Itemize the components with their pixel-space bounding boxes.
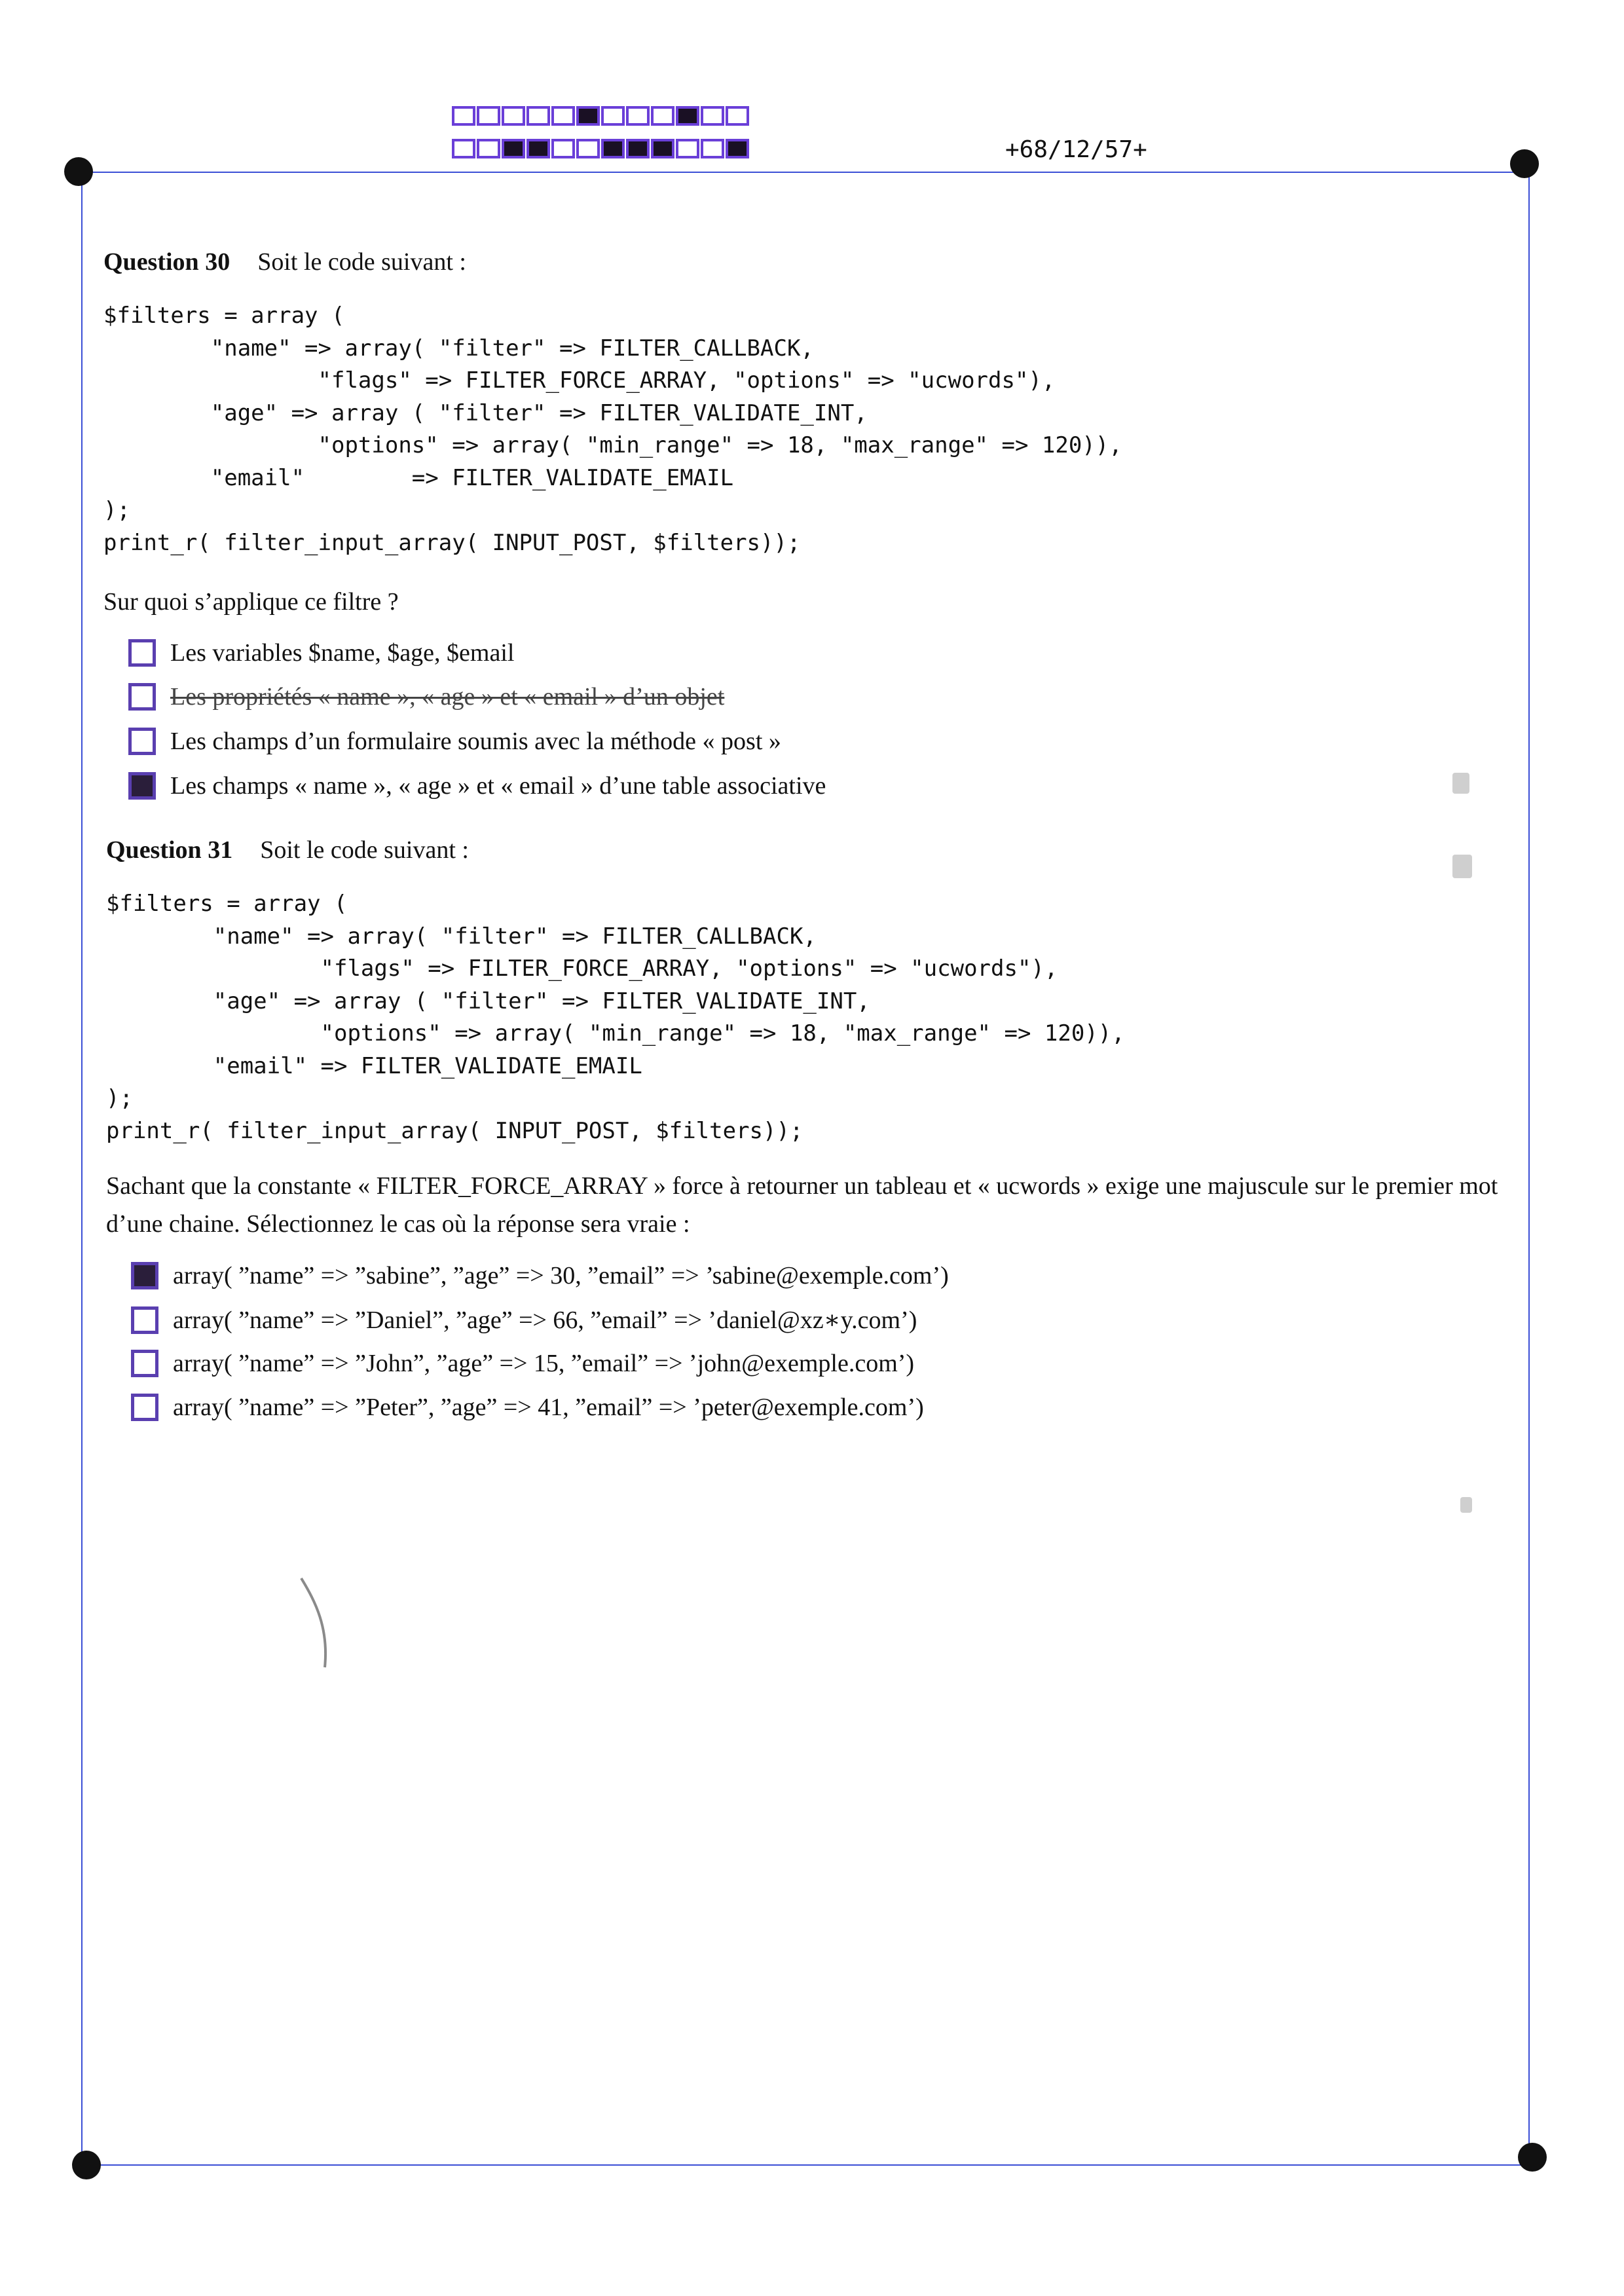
barcode-cell-empty	[601, 106, 625, 126]
barcode-cell-empty	[477, 106, 500, 126]
option-label: array( ”name” => ”Daniel”, ”age” => 66, ”email” => ’daniel@xz∗y.com’)	[173, 1306, 917, 1334]
corner-mark-top-right	[1510, 149, 1539, 178]
q30-option-4[interactable]	[128, 771, 826, 800]
question-30-prompt: Sur quoi s’applique ce filtre ?	[103, 588, 399, 616]
scan-speck	[1452, 773, 1469, 794]
barcode-cell-empty	[452, 139, 475, 158]
option-label: Les variables $name, $age, $email	[170, 639, 515, 667]
option-label: array( ”name” => ”Peter”, ”age” => 41, ”email” => ’peter@exemple.com’)	[173, 1394, 924, 1421]
corner-mark-bottom-right	[1518, 2143, 1547, 2172]
barcode-cell-filled	[502, 139, 525, 158]
question-30-heading	[103, 248, 466, 276]
q30-option-2[interactable]	[128, 682, 724, 711]
pen-stroke-mark	[296, 1576, 335, 1674]
q30-option-3[interactable]	[128, 727, 781, 756]
q31-option-3[interactable]	[131, 1349, 914, 1378]
checkbox-checked[interactable]	[128, 772, 156, 800]
option-label: array( ”name” => ”John”, ”age” => 15, ”email” => ’john@exemple.com’)	[173, 1350, 915, 1377]
question-31-code: $filters = array ( "name" => array( "filter" => FILTER_CALLBACK, "flags" => FILTER_FORCE_ARRAY, "options" => "ucwords"), "age" => array ( "filter" => FILTER_VALIDATE_INT, "options" => array( "min_range" => 18, "max_range" => 120)), "email" => FILTER_VALIDATE_EMAIL ); print_r( filter_input_array( INPUT_POST, $filters));	[106, 891, 1125, 1144]
question-number: Question 31	[106, 836, 233, 864]
question-number: Question 30	[103, 248, 231, 276]
option-label: Les champs d’un formulaire soumis avec la méthode « post »	[170, 728, 781, 755]
option-label: Les champs « name », « age » et « email » d’une table associative	[170, 772, 826, 800]
page-id: +68/12/57+	[1005, 136, 1147, 163]
frame-right-line	[1528, 172, 1530, 2166]
question-30-code: $filters = array ( "name" => array( "filter" => FILTER_CALLBACK, "flags" => FILTER_FORCE_ARRAY, "options" => "ucwords"), "age" => array ( "filter" => FILTER_VALIDATE_INT, "options" => array( "min_range" => 18, "max_range" => 120)), "email" => FILTER_VALIDATE_EMAIL ); print_r( filter_input_array( INPUT_POST, $filters));	[103, 303, 1122, 556]
barcode-cell-empty	[626, 106, 650, 126]
barcode-cell-filled	[626, 139, 650, 158]
barcode-cell-filled	[651, 139, 674, 158]
frame-top-line	[79, 172, 1527, 173]
option-label: Les propriétés « name », « age » et « email » d’un objet	[170, 683, 725, 711]
checkbox[interactable]	[128, 728, 156, 755]
q30-option-1[interactable]	[128, 639, 514, 667]
barcode-cell-empty	[726, 106, 749, 126]
scan-speck	[1452, 855, 1472, 878]
checkbox[interactable]	[131, 1350, 158, 1377]
barcode-cell-empty	[576, 139, 600, 158]
barcode-cell-empty	[502, 106, 525, 126]
checkbox[interactable]	[131, 1394, 158, 1421]
barcode-cell-filled	[676, 106, 699, 126]
checkbox[interactable]	[128, 683, 156, 711]
question-intro: Soit le code suivant :	[260, 836, 469, 864]
barcode-row-1	[452, 106, 749, 126]
barcode-row-2	[452, 139, 749, 158]
checkbox[interactable]	[131, 1306, 158, 1334]
q31-option-4[interactable]	[131, 1393, 924, 1422]
q31-option-2[interactable]	[131, 1305, 917, 1335]
barcode-cell-empty	[676, 139, 699, 158]
q31-option-1[interactable]	[131, 1261, 949, 1290]
barcode-cell-filled	[601, 139, 625, 158]
barcode-cell-empty	[526, 106, 550, 126]
option-label: array( ”name” => ”sabine”, ”age” => 30, ”email” => ’sabine@exemple.com’)	[173, 1262, 949, 1289]
question-intro: Soit le code suivant :	[257, 248, 466, 276]
frame-left-line	[81, 172, 83, 2166]
barcode-cell-empty	[551, 106, 575, 126]
frame-bottom-line	[86, 2164, 1532, 2166]
scan-speck	[1460, 1497, 1472, 1513]
corner-mark-bottom-left	[72, 2151, 101, 2179]
barcode-cell-filled	[726, 139, 749, 158]
barcode-cell-empty	[701, 106, 724, 126]
barcode-cell-filled	[526, 139, 550, 158]
barcode-cell-empty	[477, 139, 500, 158]
barcode-cell-empty	[551, 139, 575, 158]
question-31-prompt: Sachant que la constante « FILTER_FORCE_ARRAY » force à retourner un tableau et « ucwords » exige une majuscule sur le premier mot d’une chaine. Sélectionnez le cas où la réponse sera vraie :	[106, 1172, 1498, 1238]
corner-mark-top-left	[64, 157, 93, 186]
checkbox[interactable]	[128, 639, 156, 667]
question-31-heading	[106, 836, 469, 864]
barcode-cell-empty	[651, 106, 674, 126]
barcode-cell-filled	[576, 106, 600, 126]
checkbox-checked[interactable]	[131, 1262, 158, 1289]
barcode-cell-empty	[701, 139, 724, 158]
barcode-cell-empty	[452, 106, 475, 126]
